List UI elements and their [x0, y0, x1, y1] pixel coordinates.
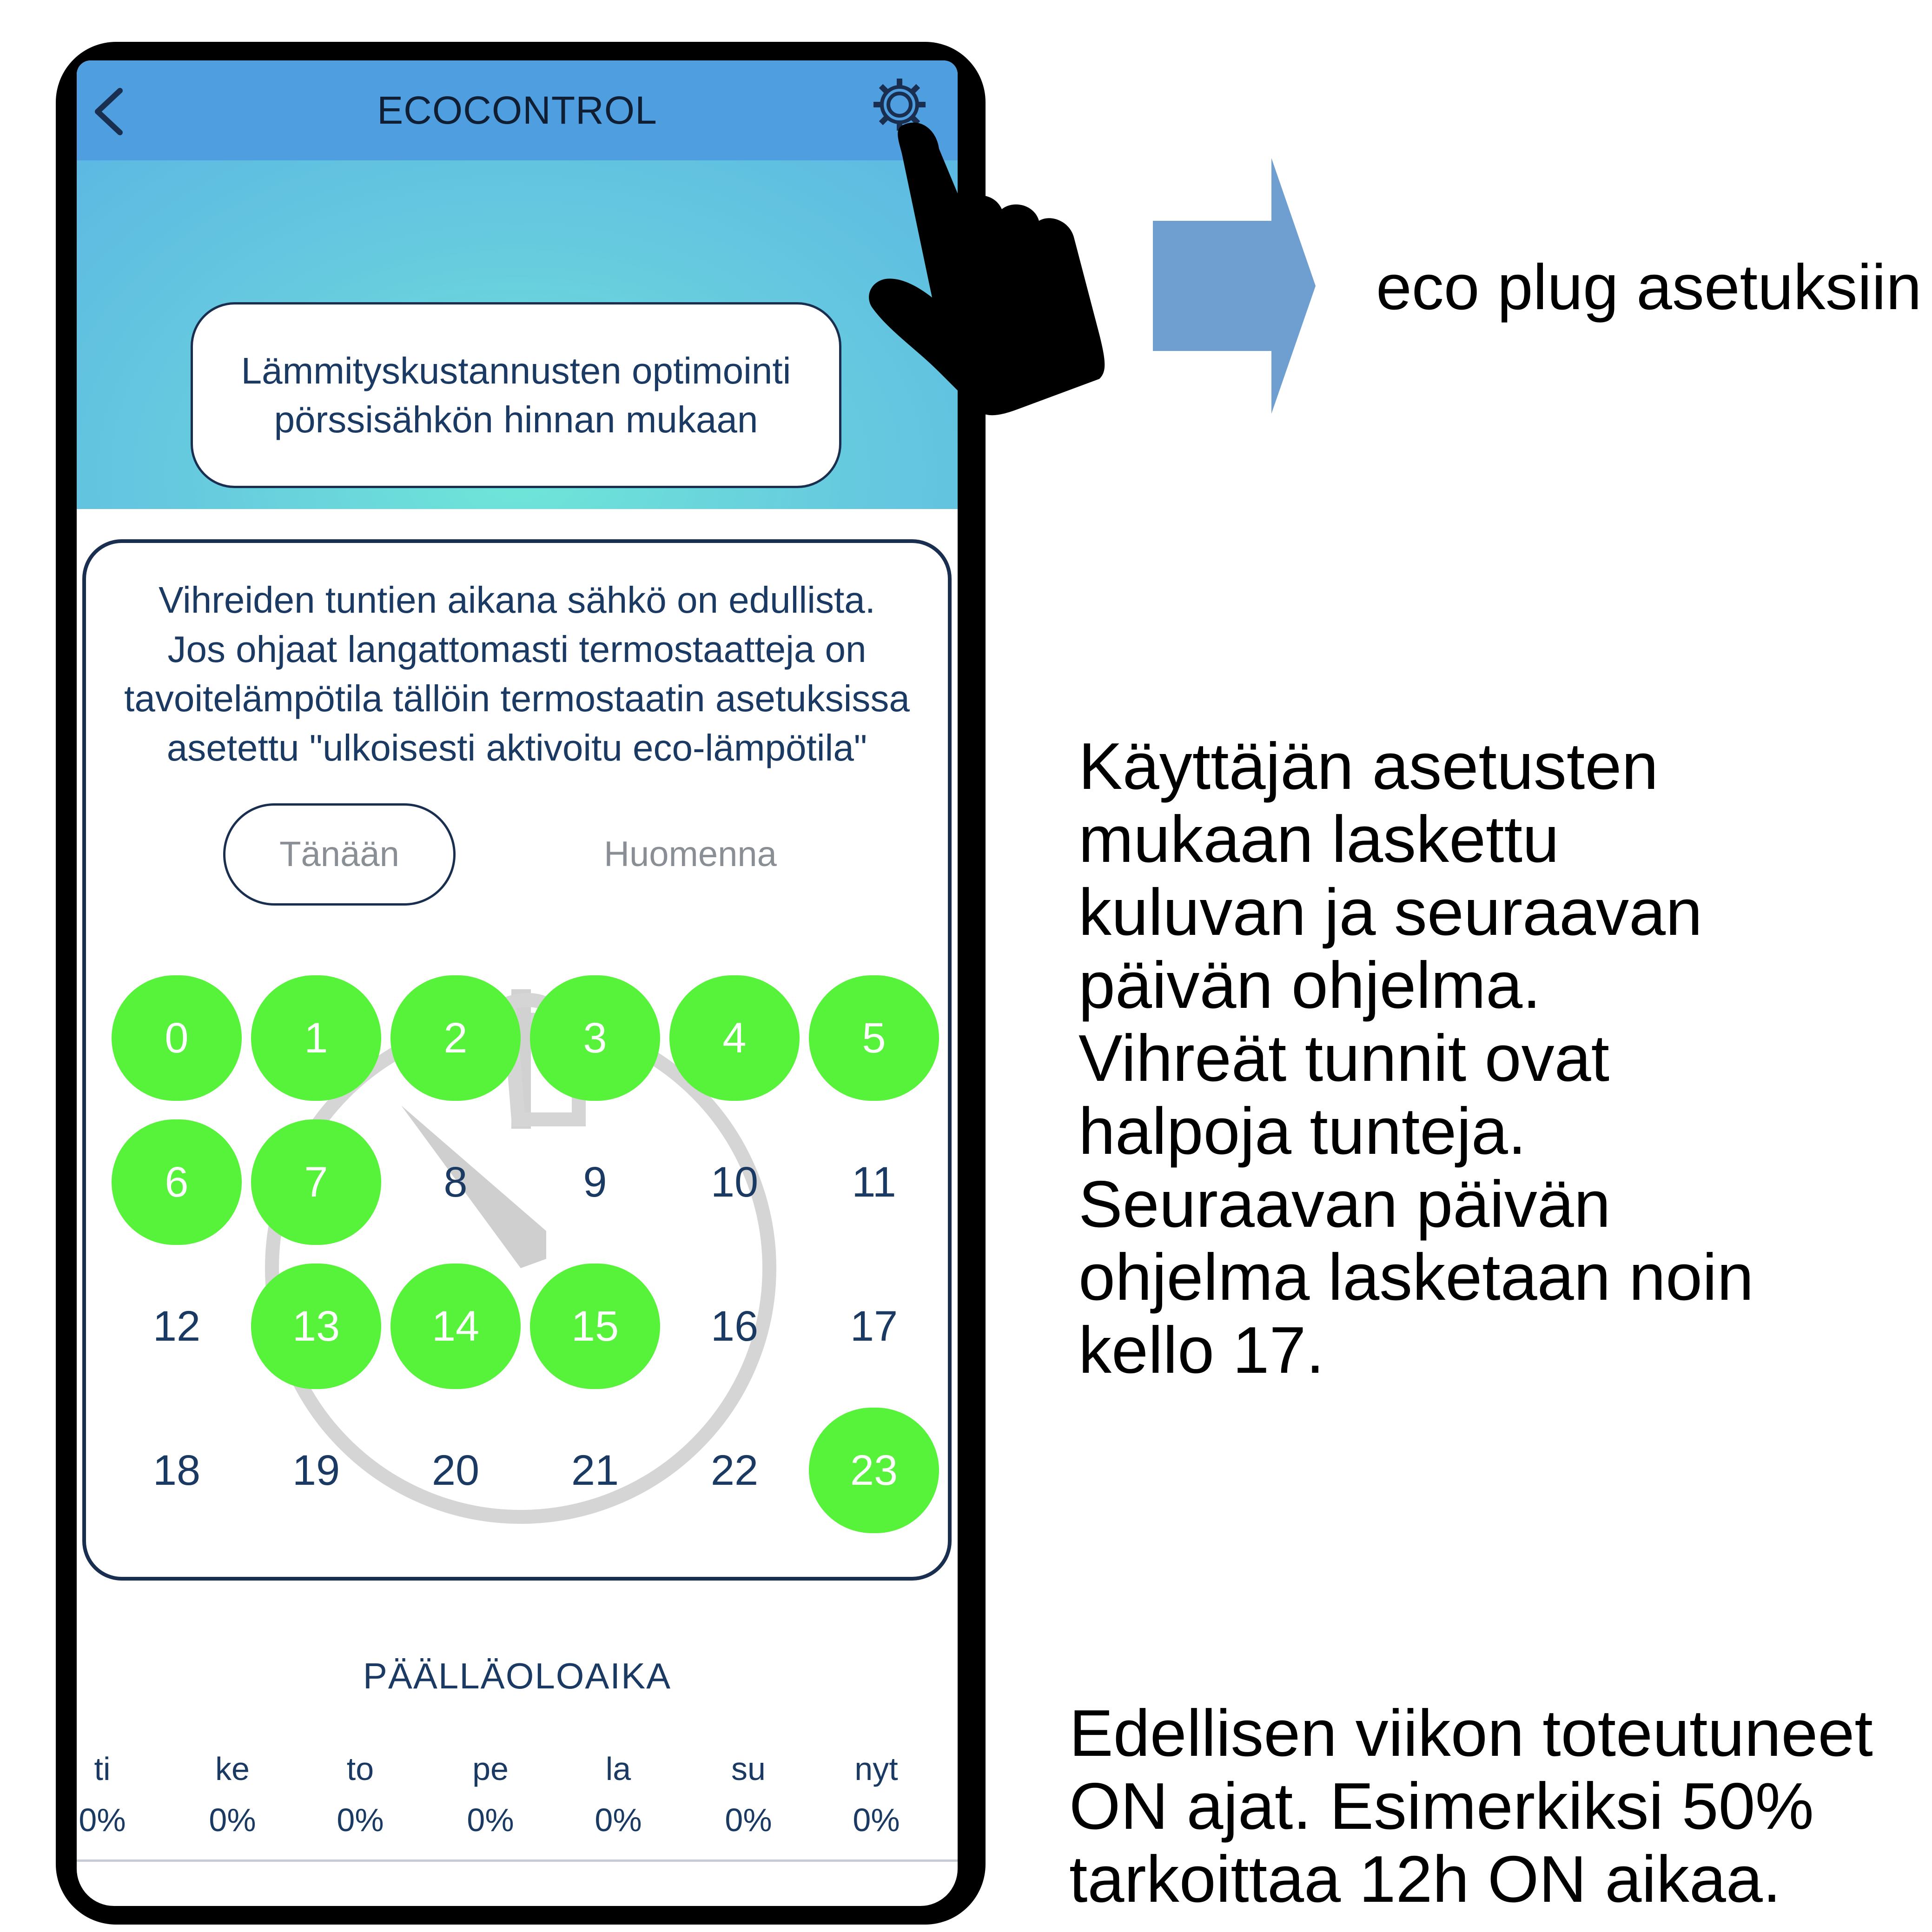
- hour-11: 11: [852, 1158, 896, 1206]
- hour-22: 22: [710, 1447, 759, 1494]
- schedule-card: [82, 539, 952, 1581]
- day-percent: 0%: [467, 1802, 514, 1838]
- day-percent: 0%: [725, 1802, 772, 1838]
- hero-text: Lämmityskustannusten optimointi pörssisähkön hinnan mukaan: [241, 350, 791, 440]
- hour-17: 17: [850, 1303, 898, 1350]
- hour-12: 12: [152, 1303, 201, 1350]
- on-time-day-ke: [186, 1743, 279, 1846]
- hour-16: 16: [710, 1303, 759, 1350]
- day-label: la: [605, 1751, 631, 1787]
- hour-21: 21: [571, 1447, 619, 1494]
- bottom-divider: [77, 1859, 958, 1862]
- hero-banner: [77, 160, 958, 509]
- hour-4: 4: [669, 975, 800, 1101]
- pointing-hand-icon: [846, 112, 1111, 428]
- hour-18: 18: [152, 1447, 201, 1494]
- hour-5: 5: [809, 975, 939, 1101]
- hour-2: 2: [390, 975, 521, 1101]
- on-time-title: PÄÄLLÄOLOAIKA: [363, 1655, 672, 1696]
- day-label: ti: [94, 1751, 111, 1787]
- day-percent: 0%: [79, 1802, 126, 1838]
- annotation-history: Edellisen viikon toteutuneet ON ajat. Esimerkiksi 50% tarkoittaa 12h ON aikaa.: [1069, 1696, 1873, 1916]
- tab-tomorrow[interactable]: Huomenna: [604, 834, 777, 874]
- right-arrow-icon: [1153, 158, 1316, 414]
- hour-1: 1: [251, 975, 381, 1101]
- app-bar: [77, 60, 958, 160]
- day-percent: 0%: [853, 1802, 900, 1838]
- hour-10: 10: [710, 1158, 759, 1206]
- hour-23: 23: [809, 1408, 939, 1533]
- day-label: nyt: [854, 1751, 898, 1787]
- day-label: ke: [215, 1751, 250, 1787]
- hour-0: 0: [112, 975, 242, 1101]
- day-percent: 0%: [209, 1802, 256, 1838]
- annotation-schedule: Käyttäjän asetusten mukaan laskettu kuluvan ja seuraavan päivän ohjelma. Vihreät tunnit ovat halpoja tunteja. Seuraavan päivän ohjelma lasketaan noin kello 17.: [1078, 729, 1754, 1387]
- annotation-settings: eco plug asetuksiin: [1376, 251, 1922, 323]
- hour-19: 19: [292, 1447, 340, 1494]
- on-time-day-pe: [444, 1743, 537, 1846]
- on-time-day-ti: [77, 1743, 149, 1846]
- app-screen: [77, 60, 958, 1906]
- on-time-day-la: [572, 1743, 665, 1846]
- hour-6: 6: [112, 1119, 242, 1245]
- on-time-day-su: [702, 1743, 795, 1846]
- day-label: pe: [472, 1751, 509, 1787]
- app-title: ECOCONTROL: [377, 88, 657, 132]
- info-text: Vihreiden tuntien aikana sähkö on edullista. Jos ohjaat langattomasti termostaatteja on tavoitelämpötila tällöin termostaatin asetuksissa asetettu "ulkoisesti aktivoitu eco-lämpötila": [124, 579, 910, 768]
- hour-7: 7: [251, 1119, 381, 1245]
- day-label: su: [731, 1751, 766, 1787]
- day-percent: 0%: [337, 1802, 384, 1838]
- hour-13: 13: [251, 1264, 381, 1389]
- hour-14: 14: [390, 1264, 521, 1389]
- hour-9: 9: [583, 1158, 607, 1206]
- day-percent: 0%: [595, 1802, 642, 1838]
- on-time-day-to: [314, 1743, 407, 1846]
- hour-15: 15: [530, 1264, 660, 1389]
- on-time-day-nyt: [830, 1743, 923, 1846]
- hero-card: [191, 302, 841, 488]
- day-label: to: [346, 1751, 374, 1787]
- chevron-left-icon[interactable]: [84, 81, 139, 142]
- hour-3: 3: [530, 975, 660, 1101]
- hour-20: 20: [431, 1447, 480, 1494]
- hour-8: 8: [443, 1158, 468, 1206]
- tab-today[interactable]: Tänään: [223, 803, 456, 906]
